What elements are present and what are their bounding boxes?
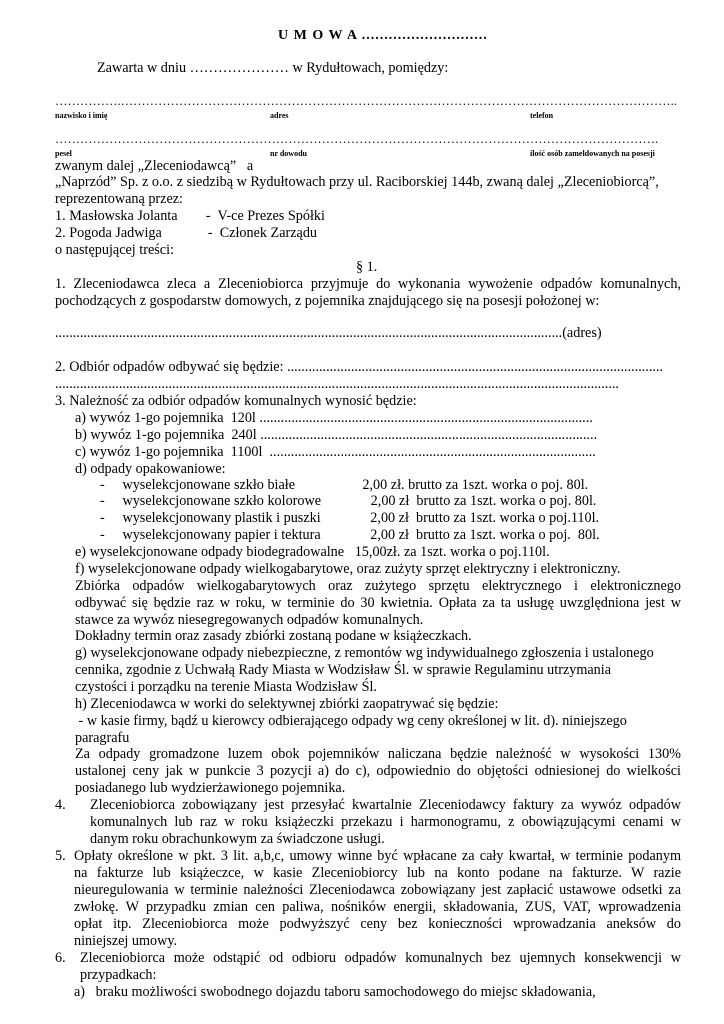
label-persons: ilość osób zameldowanych na posesji <box>530 149 655 158</box>
text-line: czystości i porządku na terenie Miasta Wodzisław Śl. <box>75 679 377 695</box>
list-item: e) wyselekcjonowane odpady biodegradowalne 15,00zł. za 1szt. worka o poj.110l. <box>75 544 550 560</box>
list-item: c) wywóz 1-go pojemnika 1100l ............................................................................................ <box>75 444 596 460</box>
text-line: reprezentowaną przez: <box>55 191 183 207</box>
text-line: przypadkach: <box>80 967 157 983</box>
dots-line: ............................................................................................................................................................... <box>55 376 619 392</box>
text-line: „Naprzód” Sp. z o.o. z siedzibą w Rydułtowach przy ul. Raciborskiej 144b, zwaną dalej „Zleceniobiorcą”, <box>55 174 659 190</box>
contract-intro: Zawarta w dniu ………………… w Rydułtowach, pomiędzy: <box>97 60 449 76</box>
list-item: d) odpady opakowaniowe: <box>75 461 226 477</box>
party-dots-line: ………………………………………………………………………………………………………………………………. <box>55 132 659 146</box>
item-number: 5. <box>55 848 66 864</box>
text-line: nieuregulowania w terminie należności Zleceniodawca zobowiązany jest zapłacić ustawowe odsetki za <box>74 882 681 898</box>
list-item: h) Zleceniodawca w worki do selektywnej zbiórki zaopatrywać się będzie: <box>75 696 499 712</box>
item-number: 4. <box>55 797 66 813</box>
text-line: pochodzących z gospodarstw domowych, z pojemnika znajdującego się na posesji położonej w: <box>55 293 600 309</box>
text-line: opłat itp. Zleceniobiorca może podwyższyć ceny bez konieczności wprowadzania aneksów do <box>74 916 681 932</box>
label-address: adres <box>270 111 289 120</box>
text-line: posiadanego lub wydzierżawionego pojemnika. <box>75 780 346 796</box>
price-item: - wyselekcjonowane szkło białe 2,00 zł. brutto za 1szt. worka o poj. 80l. <box>100 477 589 493</box>
list-item: b) wywóz 1-go pojemnika 240l ............................................................................................... <box>75 427 598 443</box>
text-line: zwanym dalej „Zleceniodawcą” a <box>55 158 254 174</box>
text-line: Zbiórka odpadów wielkogabarytowych oraz zużytego sprzętu elektrycznego i elektronicznego <box>75 578 681 594</box>
price-item: - wyselekcjonowany papier i tektura 2,00 zł brutto za 1szt. worka o poj. 80l. <box>100 527 600 543</box>
text-line: paragrafu <box>75 730 130 746</box>
text-line: 2. Pogoda Jadwiga - Członek Zarządu <box>55 225 318 241</box>
text-line: komunalnych lub raz w roku książeczki przekazu i harmonogramu, z obowiązującymi cenami w <box>90 814 681 830</box>
text-line: - w kasie firmy, bądź u kierowcy odbierającego odpady wg ceny określonej w lit. d). niniejszego <box>75 713 627 729</box>
text-line: odbywać się będzie raz w roku, w terminie do 30 kwietnia. Opłata za ta usługę uwzględniona jest w <box>75 595 681 611</box>
list-item: a) wywóz 1-go pojemnika 120l .............................................................................................. <box>75 410 593 426</box>
text-line: Zleceniobiorca może odstąpić od odbioru odpadów komunalnych bez ujemnych konsekwencji w <box>80 950 681 966</box>
price-item: - wyselekcjonowany plastik i puszki 2,00 zł brutto za 1szt. worka o poj.110l. <box>100 510 600 526</box>
price-item: - wyselekcjonowane szkło kolorowe 2,00 zł brutto za 1szt. worka o poj. 80l. <box>100 493 597 509</box>
contract-title: U M O W A ............................ <box>278 28 488 43</box>
list-item: a) braku możliwości swobodnego dojazdu taboru samochodowego do miejsc składowania, <box>74 984 596 1000</box>
text-line: 3. Należność za odbiór odpadów komunalnych wynosić będzie: <box>55 393 417 409</box>
text-line: na fakturze lub książeczce, w kasie Zleceniobiorcy lub na konto podane na fakturze. W razie <box>74 865 681 881</box>
text-line: Za odpady gromadzone luzem obok pojemników naliczana będzie należność w wysokości 130% <box>75 746 681 762</box>
text-line: danym roku obrachunkowym za świadczone usługi. <box>90 831 385 847</box>
text-line: zwłokę. W przypadku zmian cen paliwa, nośników energii, składowania, ZUS, VAT, wprowadzenia <box>74 899 681 915</box>
list-item: f) wyselekcjonowane odpady wielkogabarytowe, oraz zużyty sprzęt elektryczny i elektroniczny. <box>75 561 621 577</box>
item-number: 6. <box>55 950 66 966</box>
text-line: 1. Zleceniodawca zleca a Zleceniobiorca przyjmuje do wykonania wywożenie odpadów komunalnych, <box>55 276 681 292</box>
text-line: cennika, zgodnie z Uchwałą Rady Miasta w Wodzisław Śl. w sprawie Regulaminu utrzymania <box>75 662 611 678</box>
text-line: o następującej treści: <box>55 242 174 258</box>
text-line: Dokładny termin oraz zasady zbiórki zostaną podane w książeczkach. <box>75 628 472 644</box>
text-line: 2. Odbiór odpadów odbywać się będzie: .......................................................................................................... <box>55 359 664 375</box>
label-pesel: pesel <box>55 149 72 158</box>
text-line: ustalonej ceny jak w punkcie 3 pozycji a) do c), odpowiednio do objętości odniesionej do wielkości <box>75 763 681 779</box>
text-line: Opłaty określone w pkt. 3 lit. a,b,c, umowy winne być wpłacane za cały kwartał, w terminie podanym <box>74 848 681 864</box>
label-id-number: nr dowodu <box>270 149 307 158</box>
address-dots-line: ...............................................................................................................................................(adres) <box>55 325 602 341</box>
party-dots-line: …………….…………………………………………………………………………………………………………………….. <box>55 94 677 108</box>
section-heading: § 1. <box>356 259 378 275</box>
list-item: g) wyselekcjonowane odpady niebezpieczne, z remontów wg indywidualnego zgłoszenia i ustalonego <box>75 645 654 661</box>
text-line: Zleceniobiorca zobowiązany jest przesyłać kwartalnie Zleceniodawcy faktury za wywóz odpadów <box>90 797 681 813</box>
label-name: nazwisko i imię <box>55 111 108 120</box>
label-phone: telefon <box>530 111 554 120</box>
text-line: 1. Masłowska Jolanta - V-ce Prezes Spółki <box>55 208 325 224</box>
text-line: niniejszej umowy. <box>74 933 178 949</box>
text-line: stawce za wywóz niesegregowanych odpadów komunalnych. <box>75 612 424 628</box>
